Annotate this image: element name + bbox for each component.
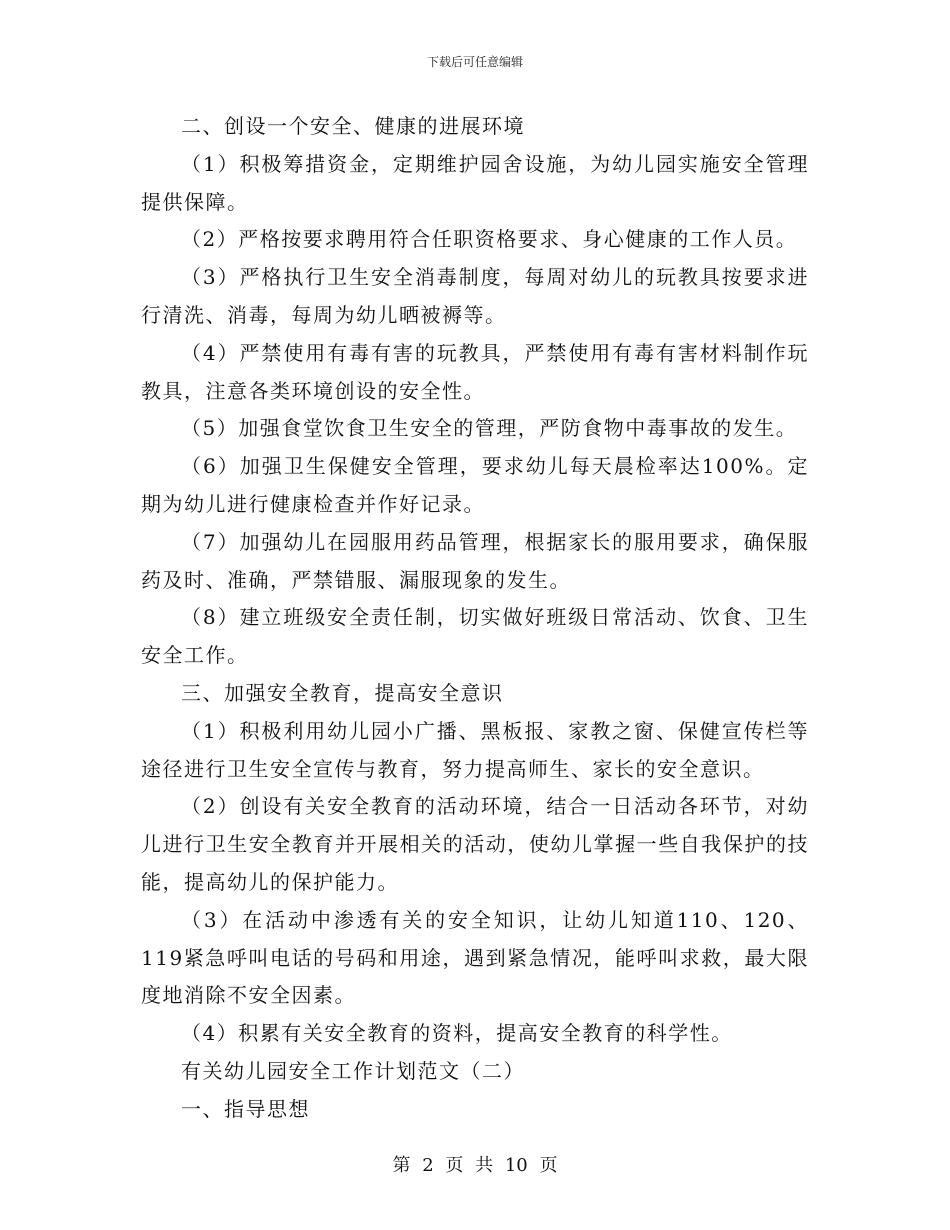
paragraph: （2）严格按要求聘用符合任职资格要求、身心健康的工作人员。 bbox=[181, 227, 798, 252]
paragraph: （3）严格执行卫生安全消毒制度，每周对幼儿的玩教具按要求进行清洗、消毒，每周为幼儿晒被褥等。 bbox=[141, 265, 809, 327]
document-subtitle: 有关幼儿园安全工作计划范文（二） bbox=[181, 1058, 525, 1083]
paragraph: （7）加强幼儿在园服用药品管理，根据家长的服用要求，确保服药及时、准确，严禁错服、漏服现象的发生。 bbox=[141, 529, 809, 592]
paragraph: （4）积累有关安全教育的资料，提高安全教育的科学性。 bbox=[181, 1021, 733, 1046]
section-heading: 三、加强安全教育，提高安全意识 bbox=[181, 680, 504, 705]
page-number: 第 2 页 共 10 页 bbox=[392, 1155, 558, 1176]
paragraph: （4）严禁使用有毒有害的玩教具，严禁使用有毒有害材料制作玩教具，注意各类环境创设的安全性。 bbox=[141, 340, 809, 403]
paragraph: （6）加强卫生保健安全管理，要求幼儿每天晨检率达100%。定期为幼儿进行健康检查并作好记录。 bbox=[141, 454, 809, 516]
section-heading: 一、指导思想 bbox=[181, 1096, 310, 1121]
paragraph: （1）积极利用幼儿园小广播、黑板报、家教之窗、保健宣传栏等途径进行卫生安全宣传与教育，努力提高师生、家长的安全意识。 bbox=[141, 718, 809, 781]
page-header: 下载后可任意编辑 bbox=[426, 55, 523, 69]
section-heading: 二、创设一个安全、健康的进展环境 bbox=[181, 114, 525, 138]
paragraph: （1）积极筹措资金，定期维护园舍设施，为幼儿园实施安全管理提供保障。 bbox=[141, 151, 809, 214]
document-body bbox=[141, 108, 809, 1129]
paragraph: （2）创设有关安全教育的活动环境，结合一日活动各环节，对幼儿进行卫生安全教育并开展相关的活动，使幼儿掌握一些自我保护的技能，提高幼儿的保护能力。 bbox=[141, 794, 809, 894]
paragraph: （8）建立班级安全责任制，切实做好班级日常活动、饮食、卫生安全工作。 bbox=[141, 605, 809, 668]
paragraph: （3）在活动中渗透有关的安全知识，让幼儿知道110、120、119紧急呼叫电话的号码和用途，遇到紧急情况，能呼叫求救，最大限度地消除不安全因素。 bbox=[141, 907, 809, 1008]
paragraph: （5）加强食堂饮食卫生安全的管理，严防食物中毒事故的发生。 bbox=[181, 416, 798, 441]
